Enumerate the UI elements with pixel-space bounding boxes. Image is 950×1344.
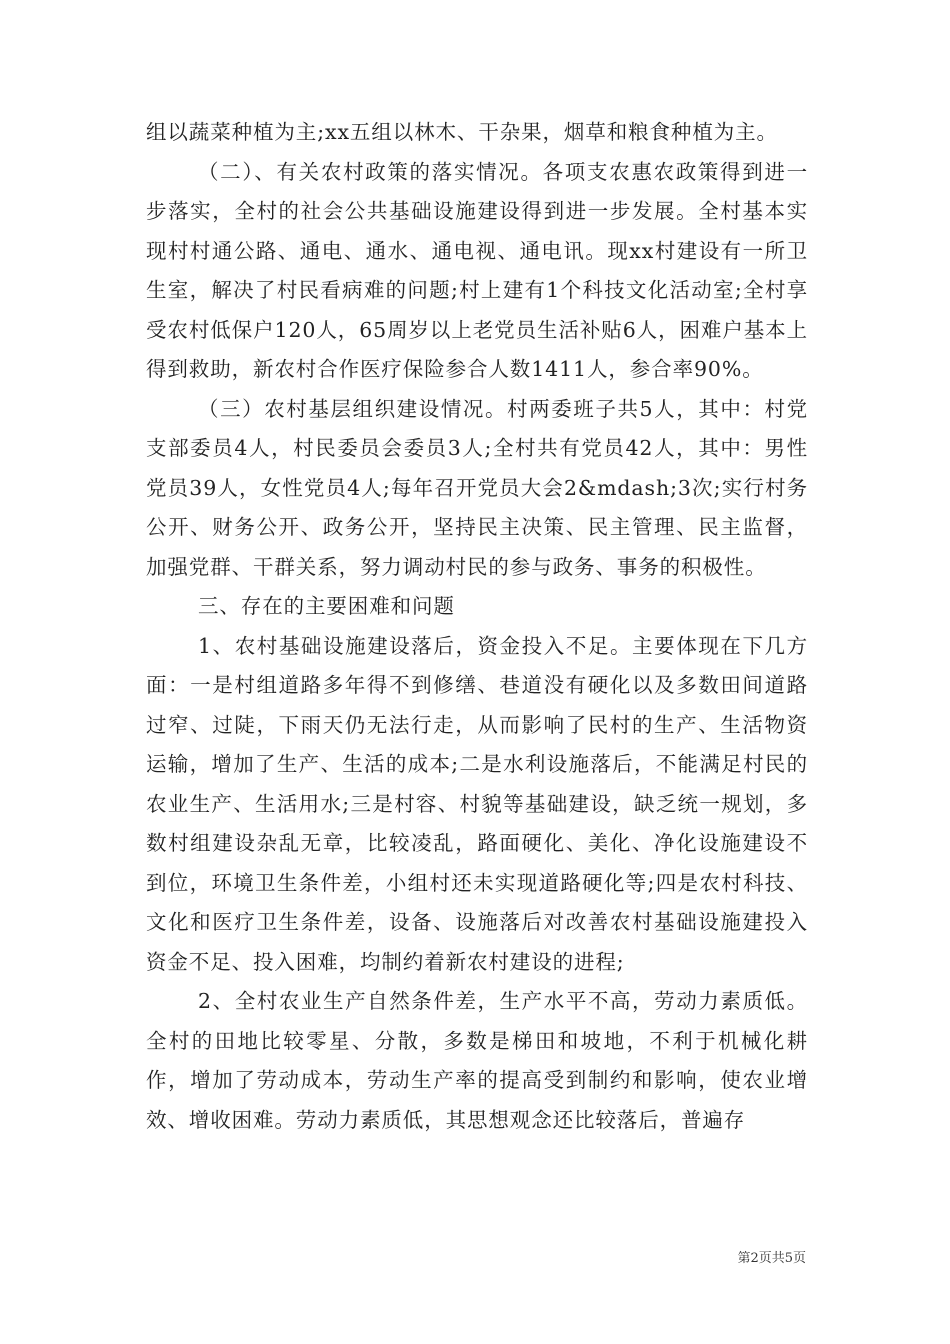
page-number-footer: 第2页共5页 (737, 1251, 806, 1266)
paragraph-agriculture-conditions: 2、全村农业生产自然条件差，生产水平不高，劳动力素质低。全村的田地比较零星、分散，多数是梯田和坡地，不利于机械化耕作，增加了劳动成本，劳动生产率的提高受到制约和影响，使农业增效、增收困难。劳动力素质低，其思想观念还比较落后，普遍存 (146, 989, 808, 1132)
paragraph-grassroots-organization: （三）农村基层组织建设情况。村两委班子共5人，其中：村党支部委员4人，村民委员会委员3人;全村共有党员42人，其中：男性党员39人，女性党员4人;每年召开党员大会2&mdash;3次;实行村务公开、财务公开、政务公开，坚持民主决策、民主管理、民主监督，加强党群、干群关系，努力调动村民的参与政务、事务的积极性。 (146, 396, 808, 579)
document-body (146, 113, 808, 1140)
paragraph-policy-implementation: （二）、有关农村政策的落实情况。各项支农惠农政策得到进一步落实，全村的社会公共基础设施建设得到进一步发展。全村基本实现村村通公路、通电、通水、通电视、通电讯。现xx村建设有一所卫生室，解决了村民看病难的问题;村上建有1个科技文化活动室;全村享受农村低保户120人，65周岁以上老党员生活补贴6人，困难户基本上得到救助，新农村合作医疗保险参合人数1411人，参合率90%。 (146, 159, 808, 381)
paragraph-infrastructure: 1、农村基础设施建设落后，资金投入不足。主要体现在下几方面：一是村组道路多年得不到修缮、巷道没有硬化以及多数田间道路过窄、过陡，下雨天仍无法行走，从而影响了民村的生产、生活物资运输，增加了生产、生活的成本;二是水利设施落后，不能满足村民的农业生产、生活用水;三是村容、村貌等基础建设，缺乏统一规划，多数村组建设杂乱无章，比较凌乱，路面硬化、美化、净化设施建设不到位，环境卫生条件差，小组村还未实现道路硬化等;四是农村科技、文化和医疗卫生条件差，设备、设施落后对改善农村基础设施建投入资金不足、投入困难，均制约着新农村建设的进程; (146, 633, 808, 974)
section-heading-difficulties: 三、存在的主要困难和问题 (198, 594, 455, 618)
paragraph-continuation: 组以蔬菜种植为主;xx五组以林木、干杂果，烟草和粮食种植为主。 (146, 120, 778, 144)
